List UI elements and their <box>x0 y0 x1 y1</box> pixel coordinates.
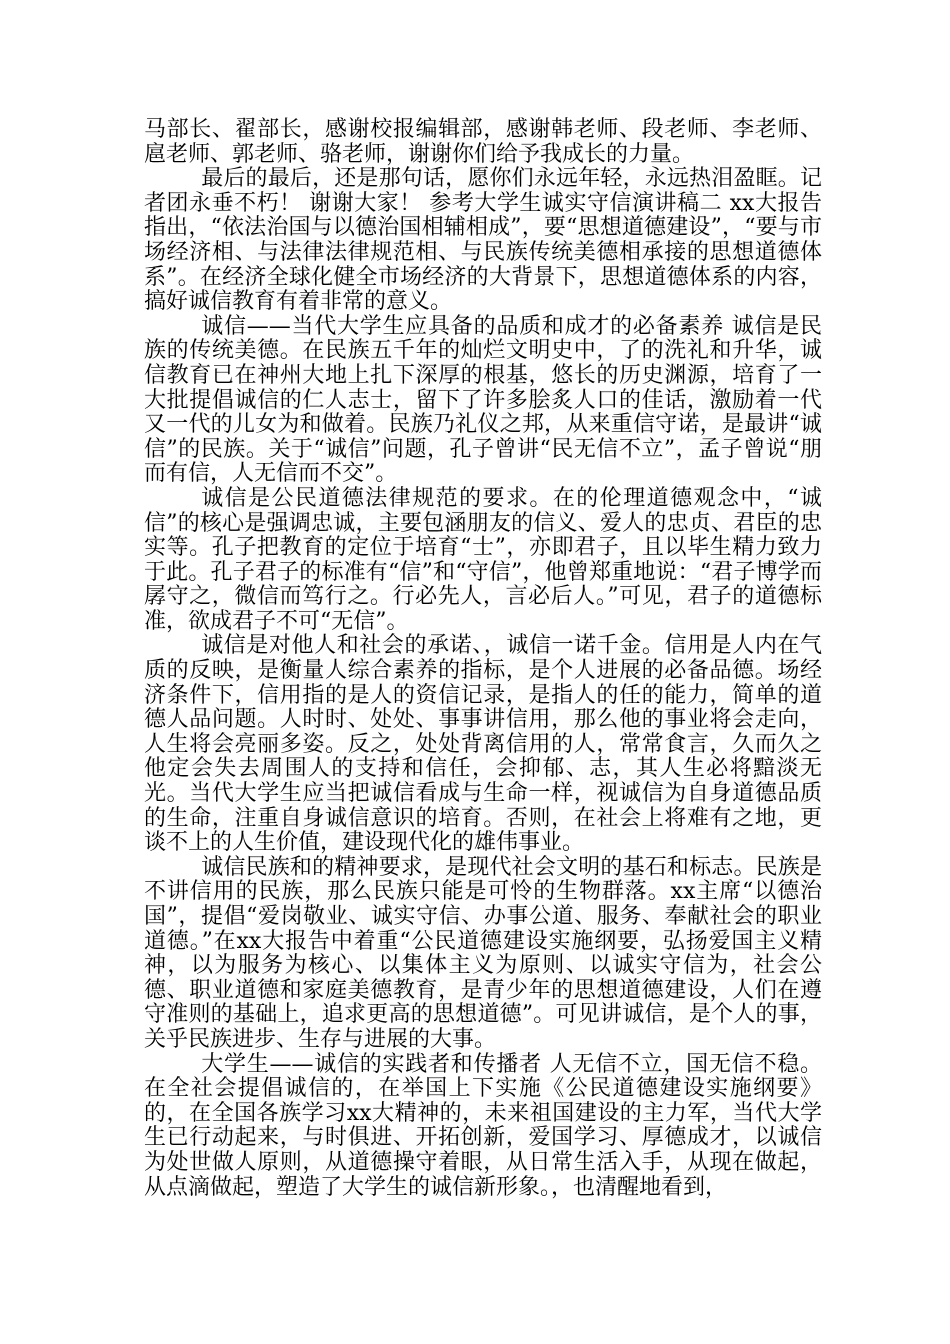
paragraph: 马部长、翟部长，感谢校报编辑部，感谢韩老师、段老师、李老师、扈老师、郭老师、骆老师，谢谢你们给予我成长的力量。 <box>144 117 822 167</box>
document-body <box>144 118 822 1200</box>
paragraph: 诚信——当代大学生应具备的品质和成才的必备素养 诚信是民族的传统美德。在民族五千年的灿烂文明史中，了的洗礼和升华，诚信教育已在神州大地上扎下深厚的根基，悠长的历史渊源，培育了一大批提倡诚信的仁人志士，留下了许多脍炙人口的佳话，激励着一代又一代的儿女为和做着。民族乃礼仪之邦，从来重信守诺，是最讲“诚信”的民族。关于“诚信”问题，孔子曾讲“民无信不立”，孟子曾说“朋而有信，人无信而不交”。 <box>144 313 822 487</box>
paragraph: 大学生——诚信的实践者和传播者 人无信不立，国无信不稳。在全社会提倡诚信的，在举国上下实施《公民道德建设实施纲要》的，在全国各族学习xx大精神的，未来祖国建设的主力军，当代大学生已行动起来，与时俱进、开拓创新，爱国学习、厚德成才，以诚信为处世做人原则，从道德操守着眼，从日常生活入手，从现在做起，从点滴做起，塑造了大学生的诚信新形象。，也清醒地看到， <box>144 1051 822 1200</box>
paragraph: 诚信是对他人和社会的承诺、，诚信一诺千金。信用是人内在气质的反映，是衡量人综合素养的指标，是个人进展的必备品德。场经济条件下，信用指的是人的资信记录，是指人的任的能力，简单的道德人品问题。人时时、处处、事事讲信用，那么他的事业将会走向，人生将会亮丽多姿。反之，处处背离信用的人，常常食言，久而久之他定会失去周围人的支持和信任，会抑郁、志，其人生必将黯淡无光。当代大学生应当把诚信看成与生命一样，视诚信为自身道德品质的生命，注重自身诚信意识的培育。否则，在社会上将难有之地，更谈不上的人生价值，建设现代化的雄伟事业。 <box>144 633 822 856</box>
paragraph: 诚信是公民道德法律规范的要求。在的伦理道德观念中，“诚信”的核心是强调忠诚，主要包涵朋友的信义、爱人的忠贞、君臣的忠实等。孔子把教育的定位于培育“士”，亦即君子，且以毕生精力致力于此。孔子君子的标准有“信”和“守信”，他曾郑重地说：“君子博学而孱守之，微信而笃行之。行必先人，言必后人。”可见，君子的道德标准，欲成君子不可“无信”。 <box>144 485 822 634</box>
paragraph: 诚信民族和的精神要求，是现代社会文明的基石和标志。民族是不讲信用的民族，那么民族只能是可怜的生物群落。xx主席“以德治国”，提倡“爱岗敬业、诚实守信、办事公道、服务、奉献社会的职业道德。”在xx大报告中着重“公民道德建设实施纲要，弘扬爱国主义精神，以为服务为核心、以集体主义为原则、以诚实守信为，社会公德、职业道德和家庭美德教育，是青少年的思想道德建设，人们在遵守准则的基础上，追求更高的思想道德”。可见讲诚信，是个人的事，关乎民族进步、生存与进展的大事。 <box>144 854 822 1052</box>
paragraph: 最后的最后，还是那句话，愿你们永远年轻，永远热泪盈眶。记者团永垂不朽！ 谢谢大家！ 参考大学生诚实守信演讲稿二 xx大报告指出，“依法治国与以德治国相辅相成”，要“思想道德建设”，“要与市场经济相、与法律法律规范相、与民族传统美德相承接的思想道德体系”。在经济全球化健全市场经济的大背景下，思想道德体系的内容，搞好诚信教育有着非常的意义。 <box>144 166 822 315</box>
